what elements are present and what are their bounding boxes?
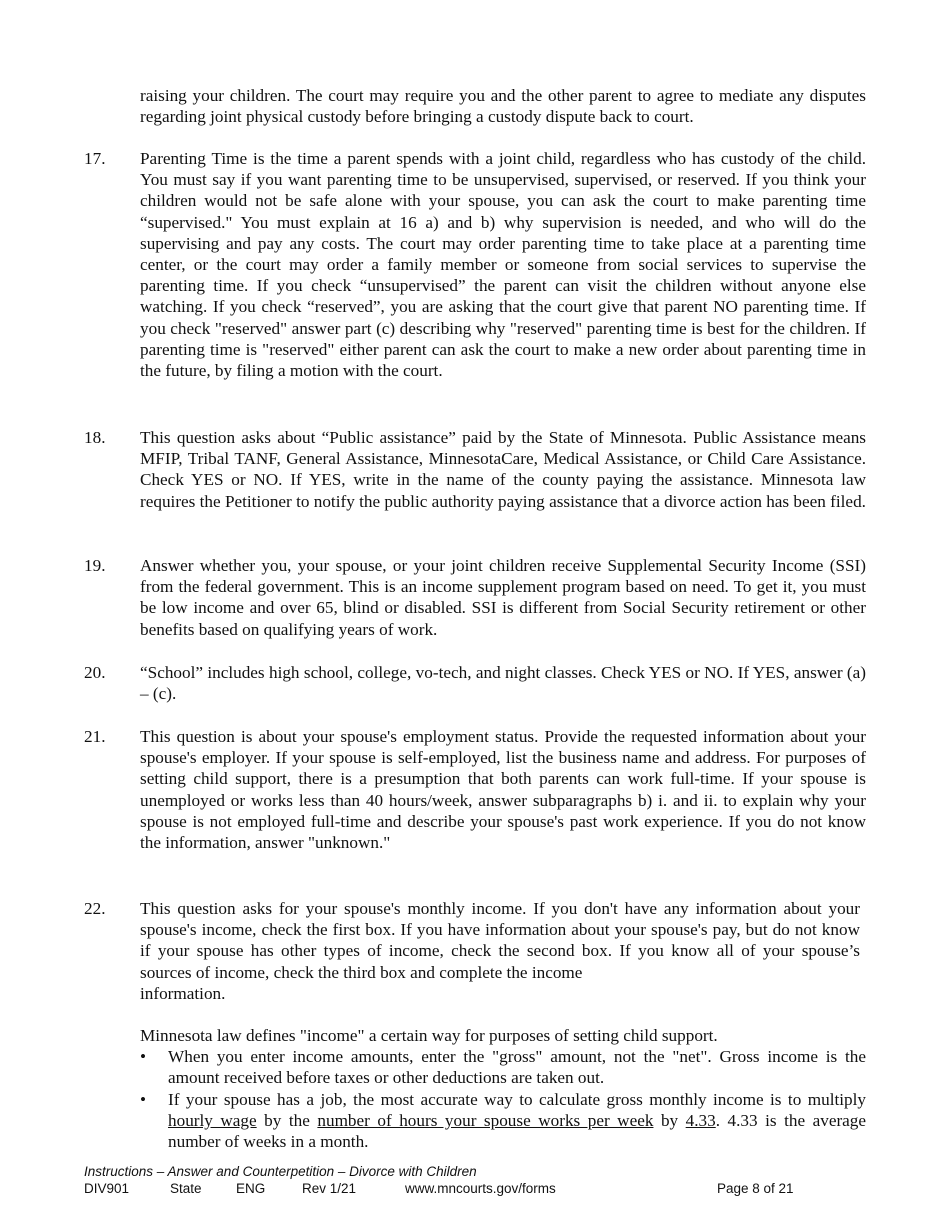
item-number: 21. (84, 727, 106, 746)
item-text-part1: This question asks for your spouse's monthly income. If you don't have any information about your spouse's income, check the first box. If you have information about your spouse's pay, but do not know if your spouse has other types of income, check the second box. If you know all of your spouse’s sources of income, check the third box and complete the income (140, 899, 860, 982)
footer-meta-row (84, 1180, 866, 1197)
underlined-hourly-wage: hourly wage (168, 1110, 257, 1130)
instruction-item-19 (84, 555, 866, 640)
footer-jurisdiction: State (170, 1181, 202, 1196)
bullet-icon: • (140, 1047, 147, 1067)
item-text-part2: information. (140, 983, 226, 1003)
instruction-item-18 (84, 427, 866, 512)
footer-form-id: DIV901 (84, 1181, 130, 1196)
item-number: 20. (84, 663, 106, 682)
item-text: This question asks about “Public assistance” paid by the State of Minnesota. Public Assistance means MFIP, Tribal TANF, General Assistance, MinnesotaCare, Medical Assistance, or Child Care Assistance. Check YES or NO. If YES, write in the name of the county paying the assistance. Minnesota law requires the Petitioner to notify the public authority paying assistance that a divorce action has been filed. (140, 428, 866, 511)
bullet-icon: • (140, 1089, 147, 1109)
instruction-item-22 (84, 898, 866, 1152)
item-text: This question is about your spouse's employment status. Provide the requested information about your spouse's employer. If your spouse is self-employed, list the business name and address. For purposes of setting child support, there is a presumption that both parents can work full-time. If your spouse is unemployed or works less than 40 hours/week, answer subparagraphs b) i. and ii. to explain why your spouse is not employed full-time and describe your spouse's past work experience. If you do not know the information, answer "unknown." (140, 727, 866, 853)
income-intro: Minnesota law defines "income" a certain way for purposes of setting child support. (140, 1026, 718, 1046)
income-bullet-calculation (140, 1089, 866, 1153)
intro-paragraph: raising your children. The court may require you and the other parent to agree to mediate any disputes regarding joint physical custody before bringing a custody dispute back to court. (140, 86, 866, 127)
item-text: Parenting Time is the time a parent spends with a joint child, regardless who has custody of the child. You must say if you want parenting time to be unsupervised, supervised, or reserved. If you think your children would not be safe alone with your spouse, you can ask the court to make parenting time “supervised." You must explain at 16 a) and b) why supervision is needed, and who will do the supervising and pay any costs. The court may order parenting time to take place at a parenting time center, or the court may order a family member or someone from social services to supervise the parenting time. If you check “unsupervised” the parent can visit the children without anyone else watching. If you check “reserved”, you are asking that the court give that parent NO parenting time. If you check "reserved" answer part (c) describing why "reserved" parenting time is best for the children. If parenting time is "reserved" either parent can ask the court to make a new order about parenting time in the future, by filing a motion with the court. (140, 149, 866, 381)
underlined-weeks-factor: 4.33 (685, 1110, 716, 1130)
item-number: 17. (84, 149, 106, 168)
item-number: 18. (84, 428, 106, 447)
instruction-item-21 (84, 726, 866, 853)
footer-language: ENG (236, 1181, 266, 1196)
instruction-item-20 (84, 662, 866, 704)
bullet-text: If your spouse has a job, the most accurate way to calculate gross monthly income is to multiply hourly wage by the number of hours your spouse works per week by 4.33. 4.33 is the average number of weeks in a month. (168, 1089, 867, 1152)
underlined-hours-per-week: number of hours your spouse works per week (317, 1110, 654, 1130)
item-number: 19. (84, 556, 106, 575)
item-text (140, 898, 866, 1152)
income-bullet-list (140, 1046, 866, 1152)
footer-url: www.mncourts.gov/forms (405, 1181, 556, 1196)
page-footer (84, 1163, 866, 1197)
footer-page-number: Page 8 of 21 (717, 1181, 794, 1196)
instruction-item-17 (84, 148, 866, 381)
bullet-text: When you enter income amounts, enter the "gross" amount, not the "net". Gross income is the amount received before taxes or other deductions are taken out. (168, 1047, 866, 1088)
income-bullet-gross (140, 1046, 866, 1088)
footer-form-title: Instructions – Answer and Counterpetition – Divorce with Children (84, 1164, 477, 1179)
item-text: Answer whether you, your spouse, or your joint children receive Supplemental Security Income (SSI) from the federal government. This is an income supplement program based on need. To get it, you must be low income and over 65, blind or disabled. SSI is different from Social Security retirement or other benefits based on qualifying years of work. (140, 556, 866, 639)
item-text: “School” includes high school, college, vo-tech, and night classes. Check YES or NO. If YES, answer (a) – (c). (140, 663, 866, 704)
item-number: 22. (84, 899, 106, 918)
footer-revision: Rev 1/21 (302, 1181, 357, 1196)
